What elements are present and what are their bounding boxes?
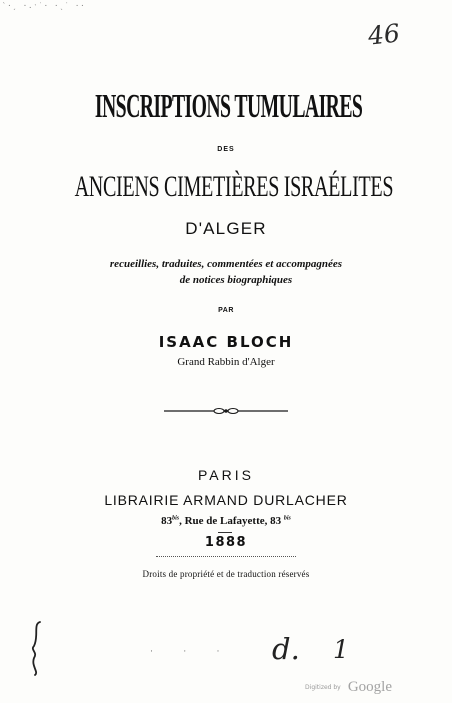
handwritten-stroke: 1 (333, 635, 349, 664)
digitized-label: Digitized by (305, 684, 341, 691)
sub-title: ANCIENS CIMETIÈRES ISRAÉLITES (74, 170, 394, 203)
scan-speckles: `·ˏ ·.ˑ˙· ·ˎ˙ ·· (2, 2, 86, 10)
imprint-year: 1888 (204, 535, 248, 550)
imprint-address (0, 515, 452, 527)
title-connector: DES (217, 146, 235, 153)
address-bis-b: bis (283, 515, 291, 522)
title-place: D'ALGER (185, 219, 267, 238)
shelfmark-handwritten: 46 (366, 18, 402, 51)
address-bis-a: bis (172, 515, 180, 522)
address-street: , Rue de Lafayette, 83 (179, 515, 282, 527)
scan-dots: · · · (150, 646, 234, 656)
main-title: INSCRIPTIONS TUMULAIRES (94, 88, 363, 125)
author-name: ISAAC BLOCH (158, 333, 294, 351)
google-brand: Google (347, 679, 392, 695)
handwritten-letter: d. (272, 632, 300, 666)
handwritten-bracket-icon (30, 620, 42, 676)
imprint-city: PARIS (198, 467, 254, 483)
dotted-rule (156, 556, 296, 557)
imprint-publisher: LIBRAIRIE ARMAND DURLACHER (104, 492, 348, 508)
small-rule (218, 532, 232, 533)
author-role: Grand Rabbin d'Alger (177, 356, 275, 368)
address-number-a: 83 (161, 515, 173, 527)
subtitle-line-2: de notices biographiques (179, 274, 293, 286)
byline-par: PAR (218, 307, 234, 314)
subtitle-line-1: recueillies, traduites, commentées et accompagnées (109, 258, 343, 270)
ornament-divider-icon (164, 406, 288, 416)
digitized-watermark (305, 677, 392, 696)
rights-notice: Droits de propriété et de traduction réservés (142, 569, 310, 579)
